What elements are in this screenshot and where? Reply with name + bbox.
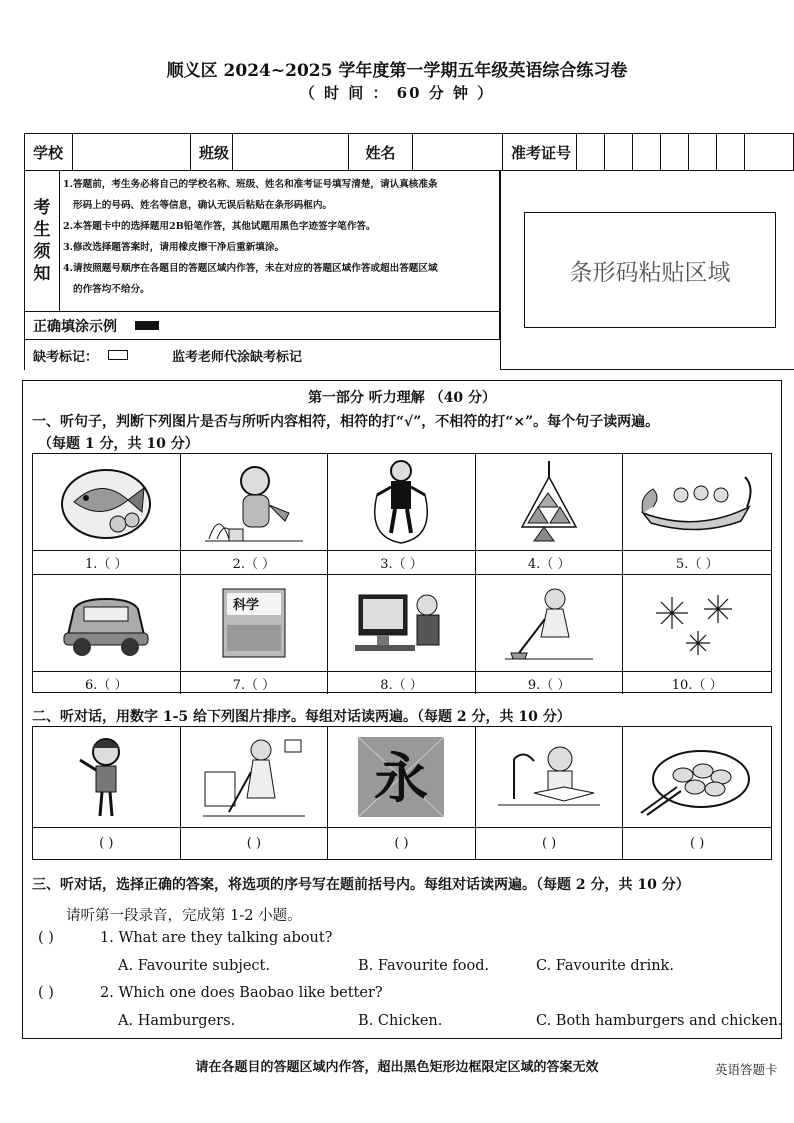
candidate-notes [24, 170, 500, 312]
notes-list [63, 174, 497, 300]
notes-heading-char: 考 [33, 197, 51, 218]
name-label: 姓名 [349, 134, 413, 170]
answer-blank[interactable]: 6.（ ） [33, 672, 181, 694]
footer-notice: 请在各题目的答题区域内作答，超出黑色矩形边框限定区域的答案无效 [195, 1060, 599, 1075]
filled-mark-icon [135, 321, 159, 330]
boy-reading-icon [476, 727, 624, 828]
exam-no-label: 准考证号 [503, 134, 577, 170]
answer-sheet-tag: 英语答题卡 [715, 1062, 778, 1077]
note-item: 1.答题前，考生务必将自己的学校名称、班级、姓名和准考证号填写清楚，请认真核准条 [63, 179, 438, 190]
calligraphy-icon [328, 727, 476, 828]
answer-blank[interactable]: 8.（ ） [328, 672, 476, 694]
book-title: 科学 [232, 598, 259, 613]
fireworks-icon [623, 575, 771, 672]
absent-row [24, 340, 500, 370]
q3-option: C. Both hamburgers and chicken. [536, 1013, 783, 1029]
answer-blank[interactable]: 7.（ ） [181, 672, 329, 694]
class-label: 班级 [191, 134, 233, 170]
order-blank[interactable]: ( ) [690, 836, 705, 851]
notes-heading [25, 170, 60, 311]
exam-no-digit[interactable] [745, 134, 773, 170]
answer-blank[interactable]: 4.（ ） [476, 551, 624, 575]
order-blank[interactable]: ( ) [33, 828, 181, 859]
note-item: 3.修改选择题答案时，请用橡皮擦干净后重新填涂。 [63, 242, 285, 253]
exam-no-digit[interactable] [717, 134, 745, 170]
calligraphy-char: 永 [374, 746, 429, 810]
answer-blank[interactable]: 3.（ ） [328, 551, 476, 575]
grandpa-watering-icon [181, 454, 329, 551]
exam-no-digit[interactable] [633, 134, 661, 170]
absent-note: 监考老师代涂缺考标记 [172, 349, 303, 365]
class-field[interactable] [233, 134, 349, 170]
note-item: 2.本答题卡中的选择题用2B铅笔作答，其他试题用黑色字迹签字笔作答。 [63, 221, 376, 232]
q3-heading: 三、听对话，选择正确的答案，将选项的序号写在题前括号内。每组对话读两遍。（每题 2 分，共 10 分） [32, 877, 690, 893]
barcode-sticker-area: 条形码粘贴区域 [524, 212, 776, 328]
q3-option: A. Hamburgers. [118, 1013, 236, 1029]
exam-no-digit[interactable] [661, 134, 689, 170]
jump-rope-boy-icon [328, 454, 476, 551]
car-icon [33, 575, 181, 672]
note-item: 的作答均不给分。 [73, 284, 150, 295]
page-title: 顺义区 2024~2025 学年度第一学期五年级英语综合练习卷 [166, 61, 628, 81]
exam-no-digit[interactable] [577, 134, 605, 170]
note-item: 形码上的号码、姓名等信息，确认无误后粘贴在条形码框内。 [73, 200, 333, 211]
answer-blank[interactable]: 2.（ ） [181, 551, 329, 575]
science-book-icon [181, 575, 329, 672]
q3-intro: 请听第一段录音，完成第 1-2 小题。 [66, 908, 302, 924]
exam-no-digit[interactable] [689, 134, 717, 170]
notes-heading-char: 知 [33, 263, 51, 284]
q2-picture-grid [32, 726, 772, 860]
exam-no-digit[interactable] [605, 134, 633, 170]
answer-blank[interactable]: 1.（ ） [33, 551, 181, 575]
answer-blank[interactable]: 5.（ ） [623, 551, 771, 575]
q3-question: 2. Which one does Baobao like better? [100, 985, 383, 1001]
zongzi-icon [476, 454, 624, 551]
student-info-row [24, 133, 794, 171]
q1-score: （每题 1 分，共 10 分） [38, 436, 199, 452]
order-blank[interactable]: ( ) [181, 828, 329, 859]
computer-boy-icon [328, 575, 476, 672]
absent-label: 缺考标记： [33, 349, 99, 365]
answer-blank[interactable]: 9.（ ） [476, 672, 624, 694]
q1-heading: 一、听句子，判断下列图片是否与所听内容相符，相符的打“√”，不相符的打“×”。每个句子读两遍。 [32, 414, 660, 430]
q1-picture-grid [32, 453, 772, 693]
q3-option: A. Favourite subject. [118, 958, 270, 974]
note-item: 4.请按照题号顺序在各题目的答题区域内作答，未在对应的答题区域作答或超出答题区域 [63, 263, 438, 274]
order-blank[interactable]: ( ) [328, 828, 476, 859]
order-blank[interactable]: ( ) [476, 828, 624, 859]
q3-question: 1. What are they talking about? [100, 930, 333, 946]
q3-answer-blank[interactable]: ( ) [38, 985, 54, 1001]
dragon-boat-icon [623, 454, 771, 551]
q3-answer-blank[interactable]: ( ) [38, 930, 54, 946]
q2-heading: 二、听对话，用数字 1-5 给下列图片排序。每组对话读两遍。（每题 2 分，共 10 分） [32, 709, 571, 725]
girl-sweeping-icon [476, 575, 624, 672]
school-label: 学校 [25, 134, 73, 170]
absent-checkbox[interactable] [108, 350, 128, 360]
q3-option: B. Favourite food. [358, 958, 490, 974]
part1-title: 第一部分 听力理解 （40 分） [307, 390, 497, 406]
fill-example-label: 正确填涂示例 [33, 318, 117, 335]
dumplings-plate-icon [623, 727, 771, 828]
school-field[interactable] [73, 134, 191, 170]
notes-heading-char: 须 [33, 241, 51, 262]
name-field[interactable] [413, 134, 503, 170]
fish-plate-icon [33, 454, 181, 551]
girl-waving-icon [33, 727, 181, 828]
fill-example-row [24, 311, 500, 340]
time-limit: （ 时 间 ： 60 分 钟 ） [299, 84, 495, 102]
notes-heading-char: 生 [33, 219, 51, 240]
q3-option: C. Favourite drink. [536, 958, 674, 974]
answer-blank[interactable]: 10.（ ） [671, 677, 723, 693]
q3-option: B. Chicken. [358, 1013, 443, 1029]
mother-mopping-icon [181, 727, 329, 828]
